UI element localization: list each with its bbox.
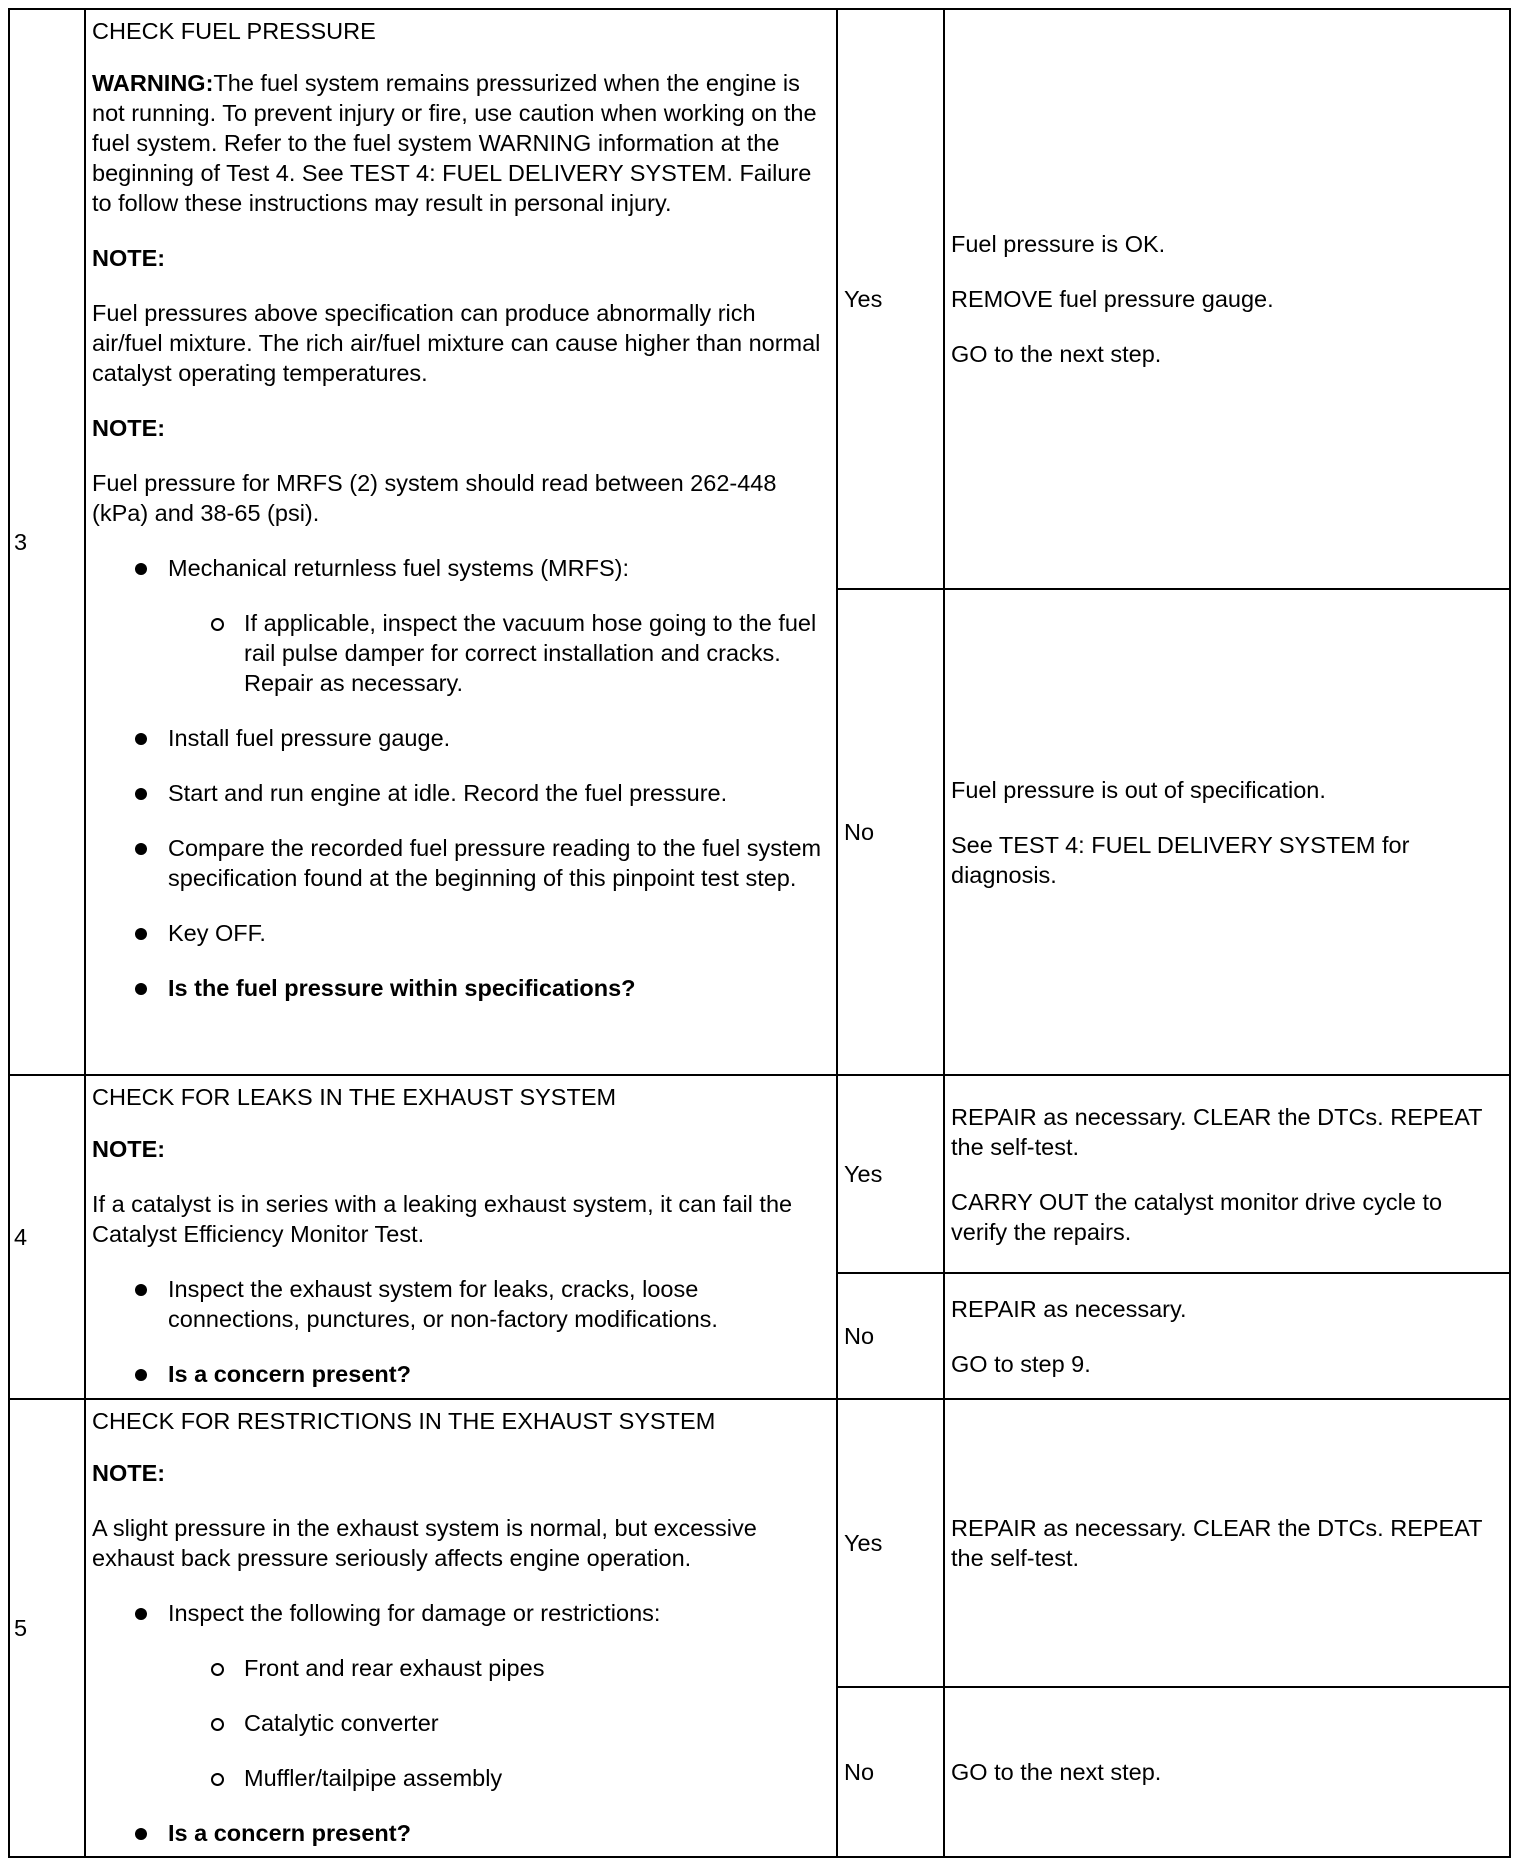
note-text: If a catalyst is in series with a leaking exhaust system, it can fail the Catalyst Efficiency Monitor Test. [92, 1191, 793, 1247]
result-line: GO to the next step. [951, 1759, 1162, 1785]
step-number: 4 [9, 1075, 85, 1399]
instruction-item: Start and run engine at idle. Record the fuel pressure. [92, 778, 830, 808]
note-label: NOTE: [92, 1136, 166, 1162]
step-question: Is a concern present? [92, 1359, 830, 1389]
sub-instruction-item: If applicable, inspect the vacuum hose going to the fuel rail pulse damper for correct installation and cracks. Repair as necessary. [168, 608, 830, 698]
step-number: 3 [9, 9, 85, 1075]
step-4-action [85, 1075, 837, 1399]
no-result [944, 1273, 1510, 1399]
step-question: Is a concern present? [92, 1818, 830, 1848]
sub-instruction-item: Muffler/tailpipe assembly [168, 1763, 830, 1793]
result-line: GO to the next step. [951, 341, 1162, 367]
warning-label: WARNING: [92, 70, 214, 96]
sub-instruction-item: Front and rear exhaust pipes [168, 1653, 830, 1683]
answer-no: No [837, 1273, 944, 1399]
result-line: REPAIR as necessary. CLEAR the DTCs. REPEAT the self-test. [951, 1515, 1483, 1571]
pinpoint-test-table [8, 8, 1511, 1858]
answer-no: No [837, 1687, 944, 1857]
instruction-list [92, 1598, 830, 1848]
instruction-item: Install fuel pressure gauge. [92, 723, 830, 753]
note-label: NOTE: [92, 415, 166, 441]
yes-result [944, 1399, 1510, 1687]
step-title: CHECK FUEL PRESSURE [92, 18, 376, 44]
result-line: Fuel pressure is OK. [951, 231, 1166, 257]
instruction-item: Key OFF. [92, 918, 830, 948]
step-5-yes-row [9, 1399, 1510, 1687]
step-3-action [85, 9, 837, 1075]
result-line: Fuel pressure is out of specification. [951, 776, 1326, 803]
step-number: 5 [9, 1399, 85, 1857]
result-line: REMOVE fuel pressure gauge. [951, 286, 1274, 312]
yes-result [944, 1075, 1510, 1273]
instruction-item: Mechanical returnless fuel systems (MRFS): If applicable, inspect the vacuum hose going to the fuel rail pulse damper for correct installation and cracks. Repair as necessary. [92, 553, 830, 698]
note-text: Fuel pressure for MRFS (2) system should read between 262-448 (kPa) and 38-65 (psi). [92, 470, 777, 526]
no-result [944, 589, 1510, 1075]
note-label: NOTE: [92, 245, 166, 271]
note-text: Fuel pressures above specification can produce abnormally rich air/fuel mixture. The rich air/fuel mixture can cause higher than normal catalyst operating temperatures. [92, 300, 821, 386]
sub-instruction-item: Catalytic converter [168, 1708, 830, 1738]
result-line: GO to step 9. [951, 1350, 1091, 1377]
answer-yes: Yes [837, 1399, 944, 1687]
result-line: CARRY OUT the catalyst monitor drive cycle to verify the repairs. [951, 1188, 1443, 1245]
step-question: Is the fuel pressure within specifications? [92, 973, 830, 1003]
note-label: NOTE: [92, 1460, 166, 1486]
step-3-yes-row [9, 9, 1510, 589]
warning-text: The fuel system remains pressurized when the engine is not running. To prevent injury or fire, use caution when working on the fuel system. Refer to the fuel system WARNING information at the beginning of Test 4. See TEST 4: FUEL DELIVERY SYSTEM. Failure to follow these instructions may result in personal injury. [92, 70, 817, 216]
warning-paragraph [92, 68, 830, 218]
step-title: CHECK FOR RESTRICTIONS IN THE EXHAUST SYSTEM [92, 1408, 716, 1434]
answer-no: No [837, 589, 944, 1075]
instruction-item: Inspect the following for damage or restrictions: Front and rear exhaust pipes Catalytic converter Muffler/tailpipe assembly [92, 1598, 830, 1793]
instruction-list [92, 1274, 830, 1389]
yes-result [944, 9, 1510, 589]
no-result [944, 1687, 1510, 1857]
result-line: REPAIR as necessary. [951, 1295, 1187, 1322]
sub-instruction-list [168, 1653, 830, 1793]
result-line: See TEST 4: FUEL DELIVERY SYSTEM for diagnosis. [951, 831, 1410, 888]
sub-instruction-list [168, 608, 830, 698]
step-5-action [85, 1399, 837, 1857]
answer-yes: Yes [837, 9, 944, 589]
step-4-yes-row [9, 1075, 1510, 1273]
result-line: REPAIR as necessary. CLEAR the DTCs. REPEAT the self-test. [951, 1103, 1483, 1160]
answer-yes: Yes [837, 1075, 944, 1273]
step-title: CHECK FOR LEAKS IN THE EXHAUST SYSTEM [92, 1084, 617, 1110]
instruction-item: Inspect the exhaust system for leaks, cracks, loose connections, punctures, or non-factory modifications. [92, 1274, 830, 1334]
instruction-item: Compare the recorded fuel pressure reading to the fuel system specification found at the beginning of this pinpoint test step. [92, 833, 830, 893]
note-text: A slight pressure in the exhaust system is normal, but excessive exhaust back pressure seriously affects engine operation. [92, 1515, 757, 1571]
instruction-list [92, 553, 830, 1003]
